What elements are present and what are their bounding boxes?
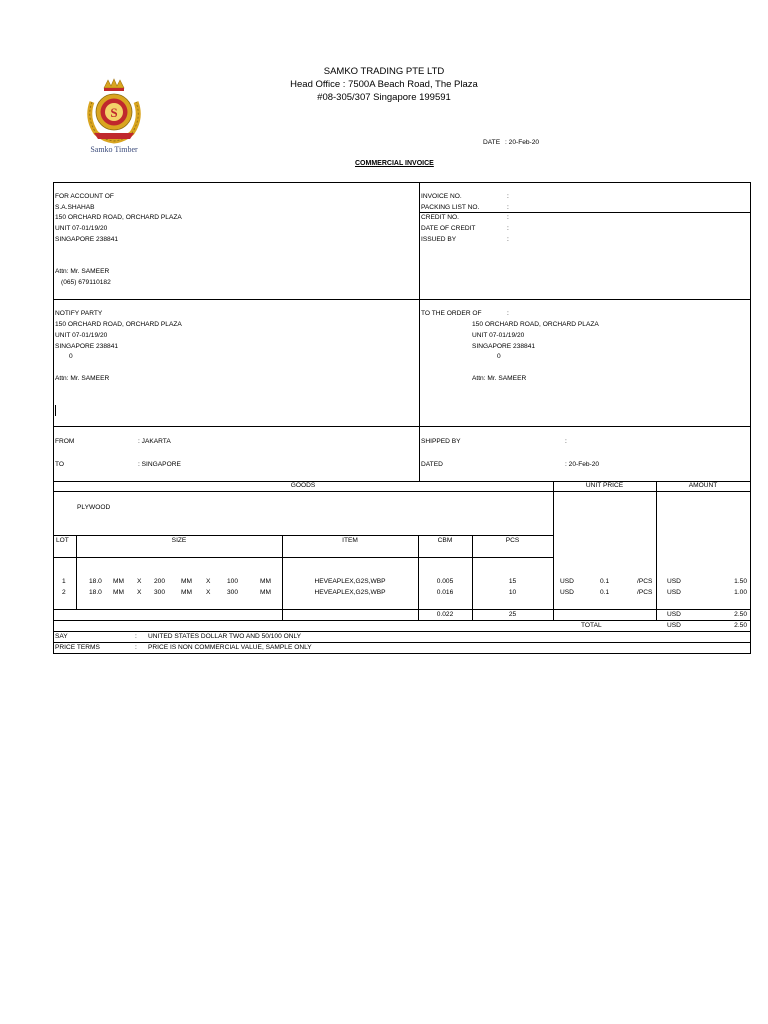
account-name: S.A.SHAHAB xyxy=(55,204,95,211)
price-terms-value: PRICE IS NON COMMERCIAL VALUE, SAMPLE ONLY xyxy=(148,644,312,651)
to-label: TO xyxy=(55,461,65,468)
dated-label: DATED xyxy=(421,461,443,468)
shipped-by-label: SHIPPED BY xyxy=(421,438,461,445)
order-address-2: UNIT 07-01/19/20 xyxy=(472,332,525,339)
notify-zero: 0 xyxy=(69,353,73,360)
product-name: PLYWOOD xyxy=(77,504,111,511)
logo-text: Samko Timber xyxy=(90,145,138,154)
price-terms-label: PRICE TERMS xyxy=(55,644,100,651)
unit-price-header: UNIT PRICE xyxy=(585,482,624,489)
order-attn: Attn: Mr. SAMEER xyxy=(472,375,527,382)
date-value: : 20-Feb-20 xyxy=(505,139,540,146)
date-label: DATE xyxy=(483,139,501,146)
notify-label: NOTIFY PARTY xyxy=(55,310,103,317)
order-address-1: 150 ORCHARD ROAD, ORCHARD PLAZA xyxy=(472,321,599,328)
notify-attn: Attn: Mr. SAMEER xyxy=(55,375,110,382)
invoice-no-label: INVOICE NO. xyxy=(421,193,462,200)
company-address-1: Head Office : 7500A Beach Road, The Plaza xyxy=(290,79,478,90)
size-header: SIZE xyxy=(171,537,187,544)
item-header: ITEM xyxy=(342,537,358,544)
say-label: SAY xyxy=(55,633,68,640)
cbm-header: CBM xyxy=(437,537,453,544)
issued-by-label: ISSUED BY xyxy=(421,236,457,243)
from-value: : JAKARTA xyxy=(138,438,171,445)
order-zero: 0 xyxy=(497,353,501,360)
order-address-3: SINGAPORE 238841 xyxy=(472,343,536,350)
subtotal-currency: USD xyxy=(667,611,681,618)
notify-address-1: 150 ORCHARD ROAD, ORCHARD PLAZA xyxy=(55,321,182,328)
account-phone: (065) 679110182 xyxy=(61,279,111,286)
subtotal-pcs: 25 xyxy=(508,611,517,618)
account-address-3: SINGAPORE 238841 xyxy=(55,236,119,243)
from-label: FROM xyxy=(55,438,75,445)
say-sep: : xyxy=(135,633,137,640)
account-address-1: 150 ORCHARD ROAD, ORCHARD PLAZA xyxy=(55,214,182,221)
subtotal-amount: 2.50 xyxy=(734,611,747,618)
account-address-2: UNIT 07-01/19/20 xyxy=(55,225,108,232)
to-value: : SINGAPORE xyxy=(138,461,181,468)
account-attn: Attn: Mr. SAMEER xyxy=(55,268,110,275)
company-name: SAMKO TRADING PTE LTD xyxy=(323,66,445,77)
date-of-credit-sep: : xyxy=(507,225,509,232)
shipped-by-sep: : xyxy=(565,438,567,445)
amount-header: AMOUNT xyxy=(688,482,718,489)
subtotal-cbm: 0.022 xyxy=(436,611,454,618)
packing-list-label: PACKING LIST NO. xyxy=(421,204,480,211)
dated-value: : 20-Feb-20 xyxy=(565,461,600,468)
document-title: COMMERCIAL INVOICE xyxy=(355,160,434,167)
credit-no-sep: : xyxy=(507,214,509,221)
company-address-2: #08-305/307 Singapore 199591 xyxy=(317,92,451,103)
total-label: TOTAL xyxy=(581,622,602,629)
notify-address-3: SINGAPORE 238841 xyxy=(55,343,119,350)
packing-list-sep: : xyxy=(507,204,509,211)
total-amount: 2.50 xyxy=(734,622,747,629)
invoice-no-sep: : xyxy=(507,193,509,200)
date-of-credit-label: DATE OF CREDIT xyxy=(421,225,476,232)
goods-header: GOODS xyxy=(290,482,316,489)
order-label: TO THE ORDER OF xyxy=(421,310,482,317)
order-sep: : xyxy=(507,310,509,317)
svg-text:S: S xyxy=(110,105,118,120)
lot-header: LOT xyxy=(56,537,69,544)
issued-by-sep: : xyxy=(507,236,509,243)
pcs-header: PCS xyxy=(505,537,520,544)
price-terms-sep: : xyxy=(135,644,137,651)
credit-no-label: CREDIT NO. xyxy=(421,214,459,221)
say-value: UNITED STATES DOLLAR TWO AND 50/100 ONLY xyxy=(148,633,302,640)
total-currency: USD xyxy=(667,622,681,629)
account-label: FOR ACCOUNT OF xyxy=(55,193,114,200)
notify-address-2: UNIT 07-01/19/20 xyxy=(55,332,108,339)
